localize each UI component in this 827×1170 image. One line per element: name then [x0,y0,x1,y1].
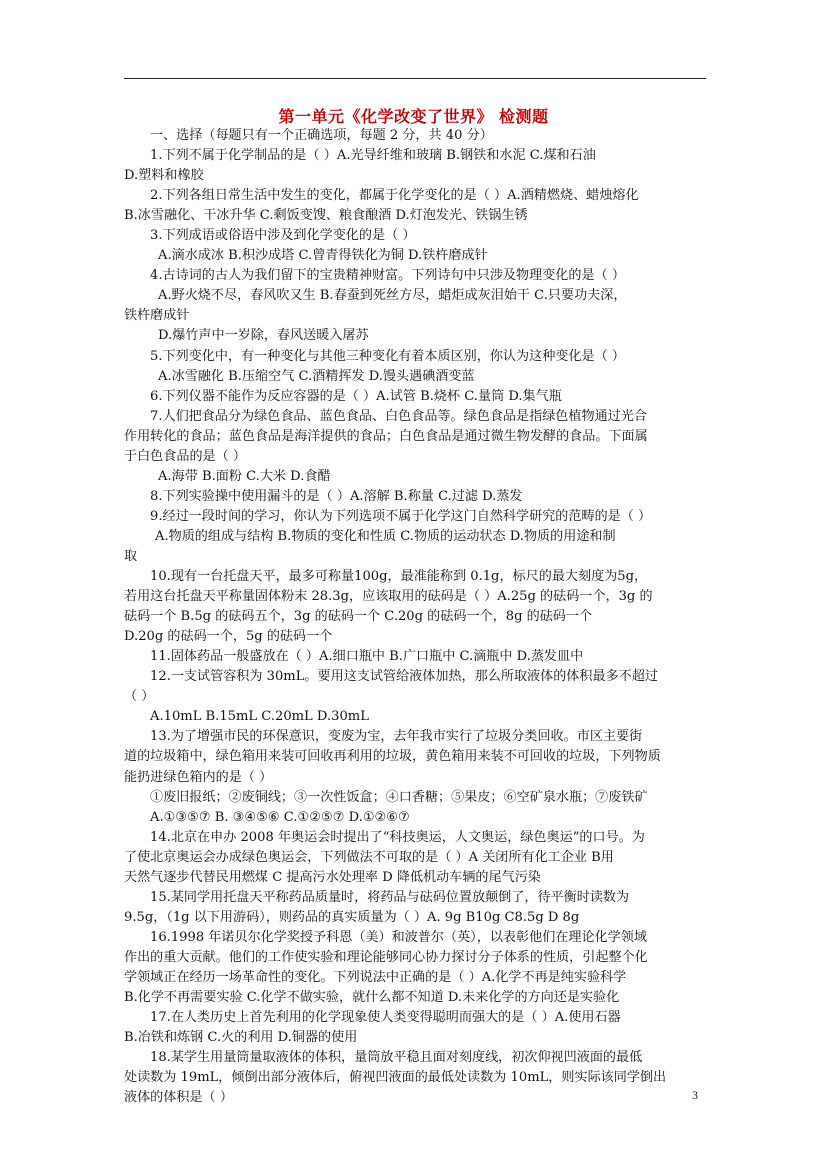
question-9-options: A.物质的组成与结构 B.物质的变化和性质 C.物质的运动状态 D.物质的用途和制 [155,528,616,544]
question-6: 6.下列仪器不能作为反应容器的是（ ）A.试管 B.烧杯 C.量筒 D.集气瓶 [150,388,562,404]
question-10-cont-2: 砝码一个 B.5g 的砝码五个，3g 的砝码一个 C.20g 的砝码一个，8g 的砝码一个 [124,609,593,625]
question-17-cont: B.冶铁和炼钢 C.火的利用 D.铜器的使用 [124,1030,358,1046]
question-15-cont: 9.5g，（1g 以下用游码），则药品的真实质量为（ ）A. 9g B10g C8.5g D 8g [124,909,580,925]
question-13-items: ①废旧报纸；②废铜线；③一次性饭盒；④口香糖；⑤果皮；⑥空矿泉水瓶；⑦废铁矿 [150,789,648,805]
question-10-cont: 若用这台托盘天平称量固体粉末 28.3g，应该取用的砝码是（ ）A.25g 的砝码一个，3g 的 [124,589,653,605]
question-1-cont: D.塑料和橡胶 [124,168,204,184]
question-9: 9.经过一段时间的学习，你认为下列选项不属于化学这门自然科学研究的范畴的是（ ） [150,508,652,524]
question-9-options-cont: 取 [124,548,138,564]
question-12-options: A.10mL B.15mL C.20mL D.30mL [150,709,369,725]
header-rule [124,78,706,79]
question-16: 16.1998 年诺贝尔化学奖授予科恩（美）和波普尔（英），以表彰他们在理论化学领域 [150,929,647,945]
section-heading: 一、选择（每题只有一个正确选项，每题 2 分，共 40 分） [150,128,493,143]
question-7-options: A.海带 B.面粉 C.大米 D.食醋 [158,468,331,484]
question-16-cont: 作出的重大贡献。他们的工作使实验和理论能够同心协力探讨分子体系的性质，引起整个化 [124,949,648,965]
question-14-cont: 了使北京奥运会办成绿色奥运会，下列做法不可取的是（ ）A 关闭所有化工企业 B用 [124,849,614,865]
question-10-cont-3: D.20g 的砝码一个，5g 的砝码一个 [124,629,333,645]
question-5-options: A.冰雪融化 B.压缩空气 C.酒精挥发 D.馒头遇碘酒变蓝 [158,368,475,384]
question-8: 8.下列实验操中使用漏斗的是（ ）A.溶解 B.称量 C.过滤 D.蒸发 [150,488,523,504]
question-3: 3.下列成语或俗语中涉及到化学变化的是（ ） [150,228,416,244]
page-number: 3 [692,1088,698,1102]
question-18-cont-2: 液体的体积是（ ） [124,1090,233,1106]
question-3-options: A.滴水成冰 B.积沙成塔 C.曾青得铁化为铜 D.铁杵磨成针 [158,248,488,264]
question-18: 18.某学生用量筒量取液体的体积，量筒放平稳且面对刻度线，初次仰视凹液面的最低 [150,1050,643,1066]
question-13-cont: 道的垃圾箱中，绿色箱用来装可回收再利用的垃圾，黄色箱用来装不可回收的垃圾，下列物质 [124,749,661,765]
question-7: 7.人们把食品分为绿色食品、蓝色食品、白色食品等。绿色食品是指绿色植物通过光合 [150,408,647,424]
question-14-cont-2: 天然气逐步代替民用燃煤 C 提高污水处理率 D 降低机动车辆的尾气污染 [124,869,541,885]
question-4-options-cont: 铁杵磨成针 [124,308,190,324]
question-2-cont: B.冰雪融化、干冰升华 C.剩饭变馊、粮食酿酒 D.灯泡发光、铁锅生锈 [124,208,528,224]
question-12-cont: （ ） [124,689,155,705]
document-title: 第一单元《化学改变了世界》 检测题 [278,107,549,126]
question-15: 15.某同学用托盘天平称药品质量时，将药品与砝码位置放颠倒了，待平衡时读数为 [150,889,630,905]
question-1: 1.下列不属于化学制品的是（ ）A.光导纤维和玻璃 B.钢铁和水泥 C.煤和石油 [150,148,596,164]
question-16-cont-2: 学领域正在经历一场革命性的变化。下列说法中正确的是（ ）A.化学不再是纯实验科学 [124,969,627,985]
question-4: 4.古诗词的古人为我们留下的宝贵精神财富。下列诗句中只涉及物理变化的是（ ） [150,268,625,284]
question-14: 14.北京在申办 2008 年奥运会时提出了“科技奥运，人文奥运，绿色奥运”的口号。为 [150,829,645,845]
document-body [124,126,709,1108]
question-18-cont: 处读数为 19mL，倾倒出部分液体后，俯视凹液面的最低处读数为 10mL，则实际该同学倒出 [124,1070,667,1086]
question-2: 2.下列各组日常生活中发生的变化，都属于化学变化的是（ ）A.酒精燃烧、蜡烛熔化 [150,188,639,204]
question-13: 13.为了增强市民的环保意识，变废为宝，去年我市实行了垃圾分类回收。市区主要街 [150,729,643,745]
question-10: 10.现有一台托盘天平，最多可称量100g，最准能称到 0.1g，标尺的最大刻度为5g， [150,569,648,585]
question-11: 11.固体药品一般盛放在（ ）A.细口瓶中 B.广口瓶中 C.滴瓶中 D.蒸发皿中 [150,649,584,665]
question-13-options: A.①③⑤⑦ B. ③④⑤⑥ C.①②⑤⑦ D.①②⑥⑦ [150,809,410,825]
question-4-option-d: D.爆竹声中一岁除，春风送暖入屠苏 [158,328,369,344]
question-16-cont-3: B.化学不再需要实验 C.化学不做实验，就什么都不知道 D.未来化学的方向还是实验化 [124,990,620,1006]
question-7-cont-2: 于白色食品的是（ ） [124,448,247,464]
question-13-cont-2: 能扔进绿色箱内的是（ ） [124,769,273,785]
question-7-cont: 作用转化的食品；蓝色食品是海洋提供的食品；白色食品是通过微生物发酵的食品。下面属 [124,428,648,444]
question-12: 12.一支试管容积为 30mL。要用这支试管给液体加热，那么所取液体的体积最多不超过 [150,669,658,685]
question-17: 17.在人类历史上首先利用的化学现象使人类变得聪明而强大的是（ ）A.使用石器 [150,1010,621,1026]
question-4-options: A.野火烧不尽，春风吹又生 B.春蚕到死丝方尽，蜡炬成灰泪始干 C.只要功夫深， [158,288,627,304]
question-5: 5.下列变化中，有一种变化与其他三种变化有着本质区别，你认为这种变化是（ ） [150,348,625,364]
